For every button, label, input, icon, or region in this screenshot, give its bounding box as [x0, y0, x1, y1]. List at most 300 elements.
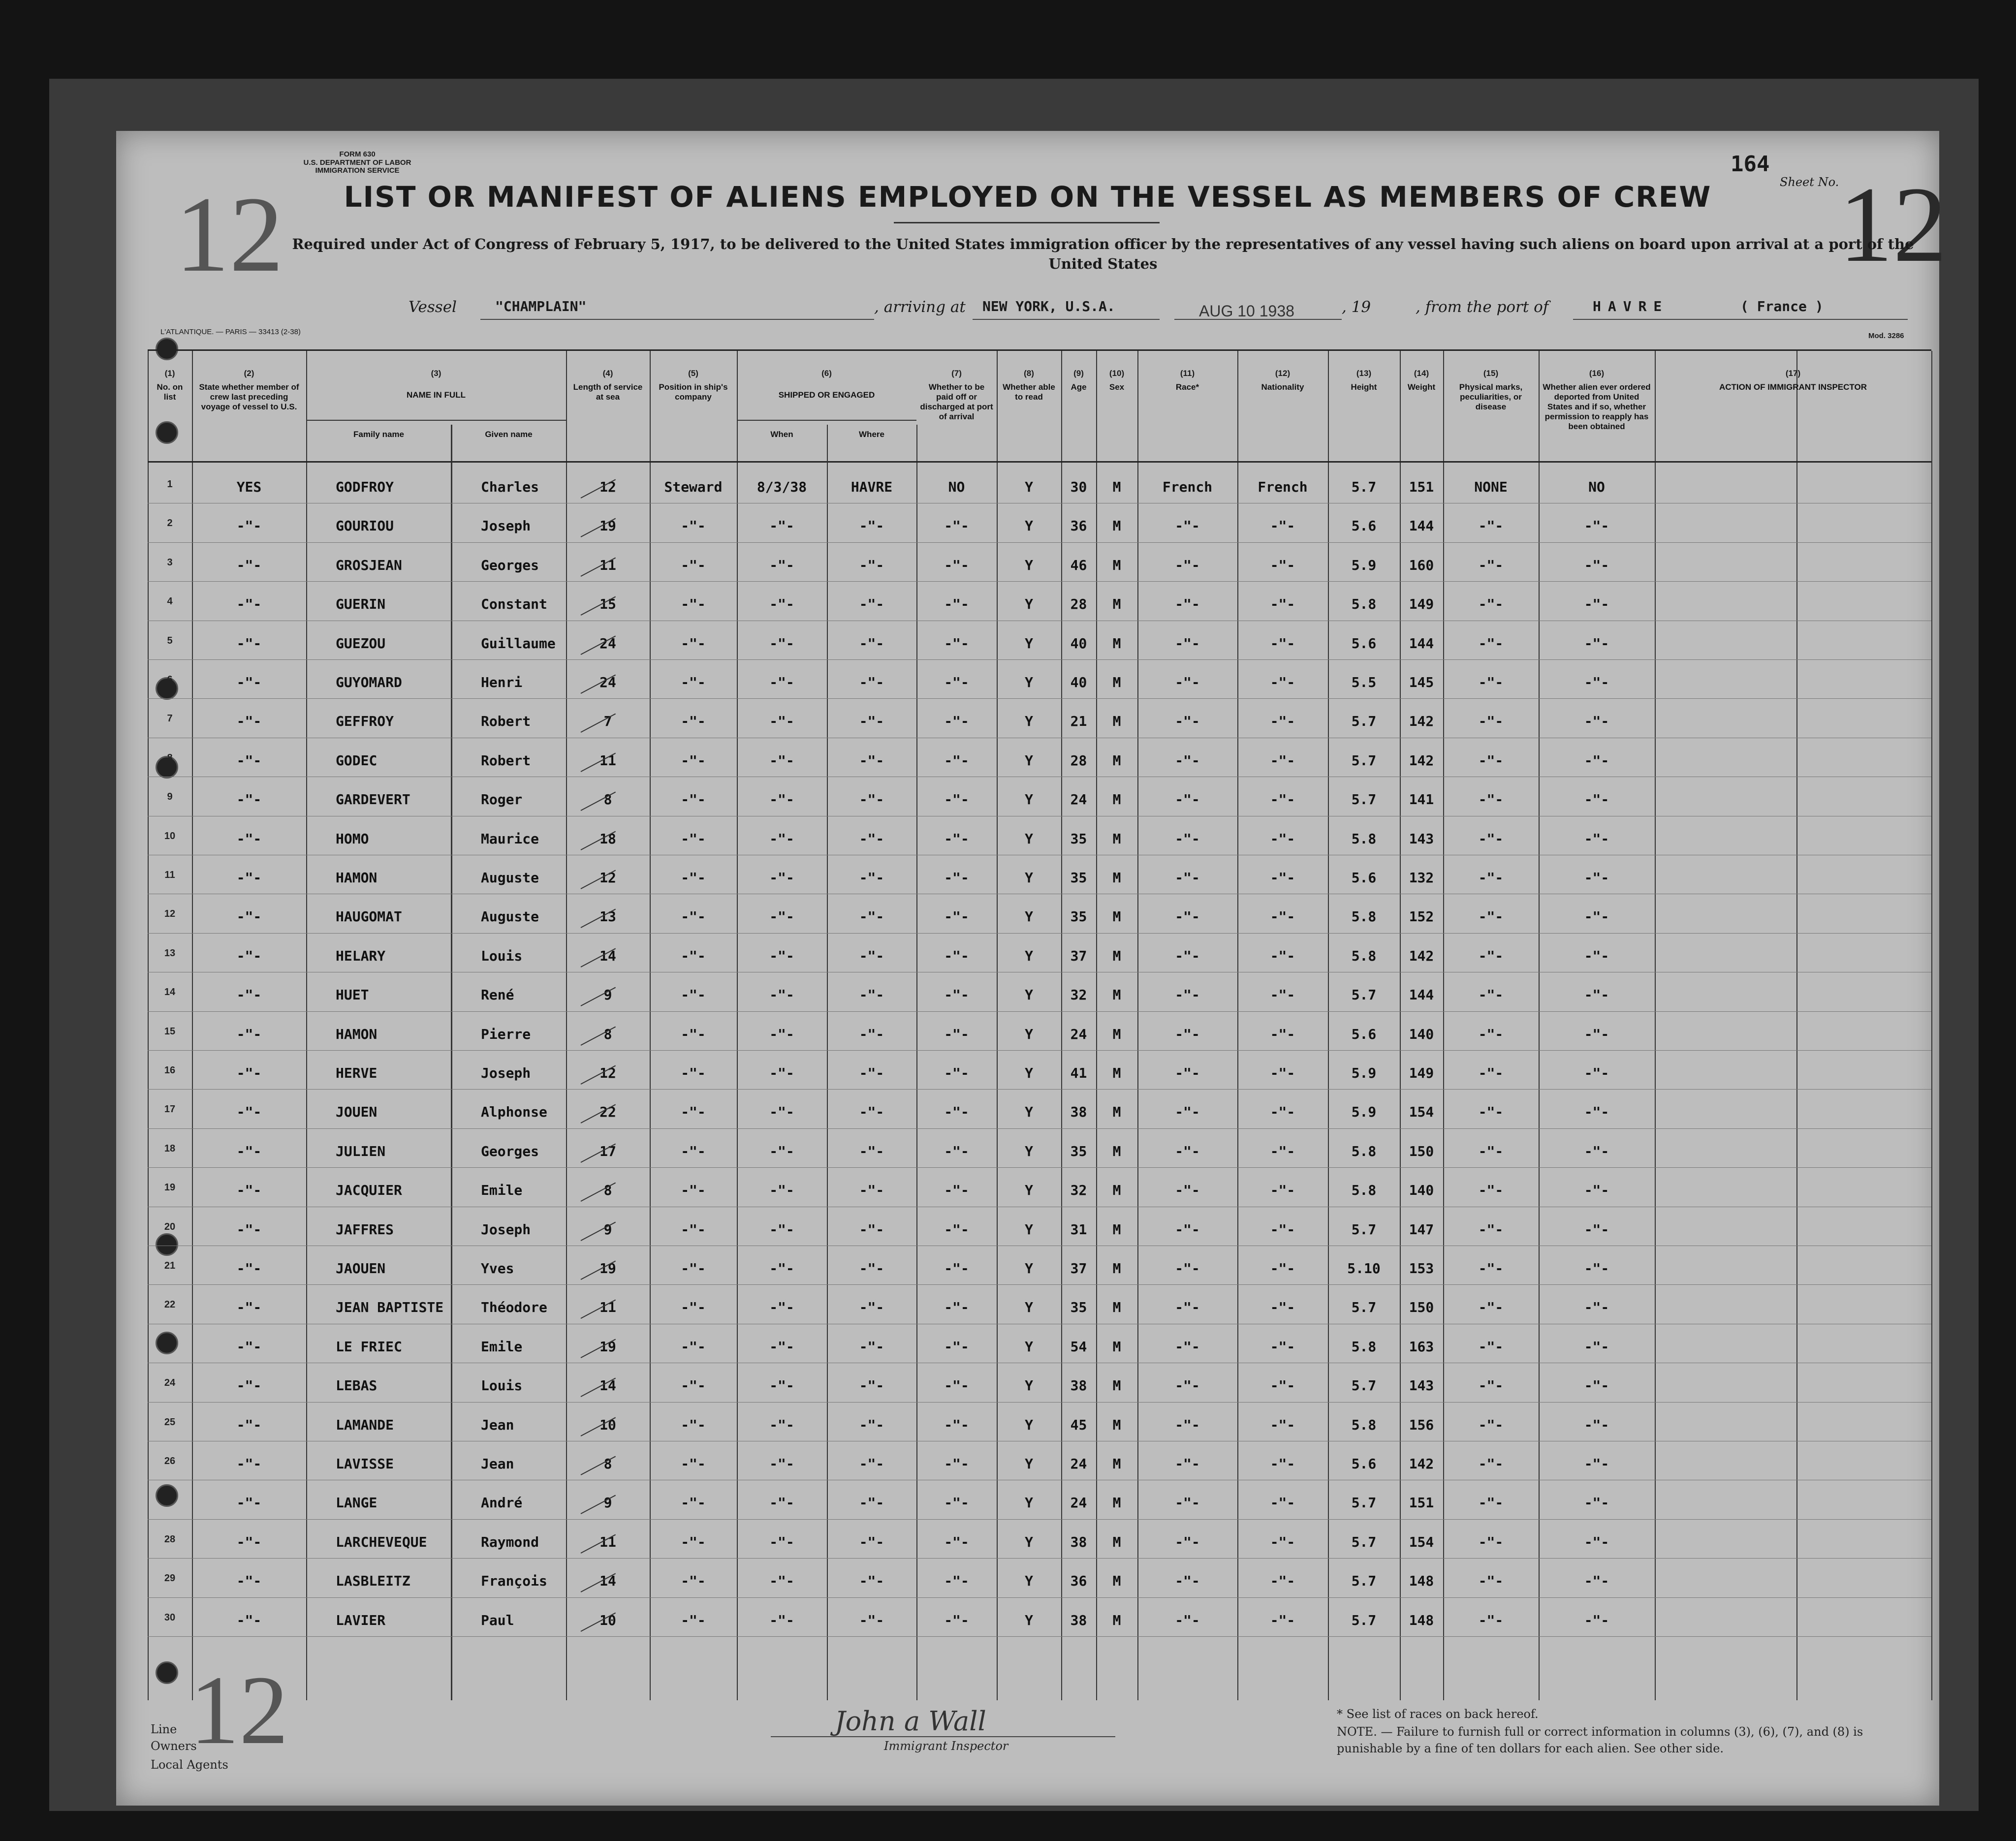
cell-when: -"-: [769, 557, 794, 573]
cell-deported: -"-: [1584, 1221, 1609, 1238]
cell-weight: 149: [1409, 1065, 1434, 1081]
cell-when: -"-: [769, 1495, 794, 1511]
cell-service: 11: [599, 1533, 616, 1550]
cell-nat: -"-: [1270, 1416, 1295, 1433]
cell-read: Y: [1025, 1612, 1033, 1628]
group-rule: [306, 420, 566, 421]
column-number: (17): [1785, 369, 1801, 378]
vessel-line: [480, 319, 874, 320]
cell-prev: -"-: [236, 1104, 262, 1121]
cell-age: 24: [1070, 1495, 1087, 1511]
cell-sex: M: [1112, 518, 1121, 534]
cell-marks: -"-: [1478, 635, 1504, 652]
form-header: [293, 151, 421, 175]
cell-prev: YES: [236, 479, 262, 495]
cell-service: 15: [599, 596, 616, 613]
sheet-big-number-bottom: 12: [190, 1656, 288, 1765]
cell-height: 5.8: [1351, 1338, 1377, 1355]
cell-when: -"-: [769, 1533, 794, 1550]
cell-when: -"-: [769, 1104, 794, 1121]
cell-sex: M: [1112, 1377, 1121, 1394]
cell-position: -"-: [681, 1533, 706, 1550]
cell-when: -"-: [769, 947, 794, 964]
cell-prev: -"-: [236, 1495, 262, 1511]
cell-sex: M: [1112, 1104, 1121, 1121]
cell-read: Y: [1025, 870, 1033, 886]
cell-family: GOURIOU: [336, 518, 394, 534]
cell-weight: 160: [1409, 557, 1434, 573]
cell-when: -"-: [769, 830, 794, 847]
cell-when: -"-: [769, 713, 794, 730]
table-row: [148, 663, 1931, 702]
cell-deported: -"-: [1584, 1338, 1609, 1355]
cell-position: -"-: [681, 518, 706, 534]
cell-deported: -"-: [1584, 596, 1609, 613]
cell-nat: -"-: [1270, 713, 1295, 730]
cell-paid: -"-: [944, 830, 969, 847]
cell-height: 5.6: [1351, 870, 1377, 886]
table-row: [148, 585, 1931, 624]
cell-read: Y: [1025, 908, 1033, 925]
cell-sex: M: [1112, 1260, 1121, 1277]
cell-age: 36: [1070, 518, 1087, 534]
cell-where: -"-: [859, 947, 884, 964]
printer-line: L'ATLANTIQUE. — PARIS — 33413 (2-38): [160, 328, 301, 336]
cell-no: 17: [164, 1104, 176, 1115]
cell-weight: 132: [1409, 870, 1434, 886]
cell-no: 22: [164, 1299, 176, 1311]
cell-weight: 142: [1409, 1456, 1434, 1472]
column-number: (3): [431, 369, 441, 378]
cell-weight: 145: [1409, 674, 1434, 690]
cell-race: -"-: [1175, 1065, 1200, 1081]
cell-race: -"-: [1175, 635, 1200, 652]
port-line: [1573, 319, 1908, 320]
cell-no: 29: [164, 1573, 176, 1584]
cell-height: 5.9: [1351, 1104, 1377, 1121]
line-label: Line: [151, 1722, 177, 1736]
cell-paid: -"-: [944, 1456, 969, 1472]
column-header: SHIPPED OR ENGAGED: [778, 390, 875, 400]
cell-sex: M: [1112, 1338, 1121, 1355]
mod-number: Mod. 3286: [1868, 332, 1904, 340]
cell-nat: -"-: [1270, 518, 1295, 534]
cell-deported: -"-: [1584, 635, 1609, 652]
cell-read: Y: [1025, 713, 1033, 730]
cell-height: 5.8: [1351, 830, 1377, 847]
cell-prev: -"-: [236, 1533, 262, 1550]
cell-paid: NO: [948, 479, 965, 495]
cell-no: 2: [167, 518, 173, 529]
cell-paid: -"-: [944, 1104, 969, 1121]
column-number: (2): [244, 369, 254, 378]
cell-paid: -"-: [944, 1221, 969, 1238]
cell-no: 16: [164, 1065, 176, 1076]
departure-country: ( France ): [1740, 298, 1824, 314]
cell-age: 35: [1070, 830, 1087, 847]
cell-service: 14: [599, 1377, 616, 1394]
cell-family: HAUGOMAT: [336, 908, 402, 925]
cell-marks: -"-: [1478, 596, 1504, 613]
cell-family: LAVISSE: [336, 1456, 394, 1472]
cell-service: 17: [599, 1143, 616, 1159]
table-row: [148, 976, 1931, 1015]
table-row: [148, 468, 1931, 507]
cell-height: 5.7: [1351, 987, 1377, 1003]
cell-height: 5.7: [1351, 713, 1377, 730]
cell-height: 5.7: [1351, 1533, 1377, 1550]
cell-age: 21: [1070, 713, 1087, 730]
cell-prev: -"-: [236, 1143, 262, 1159]
header-rule: [148, 461, 1931, 463]
cell-position: -"-: [681, 557, 706, 573]
cell-when: -"-: [769, 518, 794, 534]
cell-no: 27: [164, 1495, 176, 1506]
cell-service: 12: [599, 870, 616, 886]
cell-service: 14: [599, 947, 616, 964]
cell-when: -"-: [769, 1338, 794, 1355]
cell-no: 18: [164, 1143, 176, 1154]
cell-nat: -"-: [1270, 947, 1295, 964]
cell-family: JULIEN: [336, 1143, 386, 1159]
cell-age: 32: [1070, 1182, 1087, 1199]
column-number: (6): [821, 369, 832, 378]
cell-weight: 149: [1409, 596, 1434, 613]
cell-position: -"-: [681, 713, 706, 730]
cell-no: 12: [164, 908, 176, 920]
column-number: (4): [602, 369, 613, 378]
cell-sex: M: [1112, 596, 1121, 613]
cell-age: 40: [1070, 674, 1087, 690]
cell-given: Alphonse: [481, 1104, 547, 1121]
cell-read: Y: [1025, 1338, 1033, 1355]
cell-race: -"-: [1175, 1260, 1200, 1277]
cell-weight: 142: [1409, 752, 1434, 769]
cell-race: -"-: [1175, 1456, 1200, 1472]
cell-service: 19: [599, 1338, 616, 1355]
cell-deported: -"-: [1584, 1416, 1609, 1433]
cell-position: -"-: [681, 674, 706, 690]
cell-where: -"-: [859, 1104, 884, 1121]
cell-deported: -"-: [1584, 947, 1609, 964]
cell-nat: -"-: [1270, 1260, 1295, 1277]
cell-deported: -"-: [1584, 518, 1609, 534]
column-subheader: When: [770, 430, 793, 439]
column-number: (13): [1356, 369, 1372, 378]
cell-given: François: [481, 1573, 547, 1590]
cell-position: -"-: [681, 870, 706, 886]
department: U.S. DEPARTMENT OF LABOR: [303, 158, 411, 167]
table-row: [148, 898, 1931, 936]
column-number: (11): [1180, 369, 1195, 378]
cell-where: -"-: [859, 1612, 884, 1628]
table-row: [148, 859, 1931, 898]
cell-prev: -"-: [236, 947, 262, 964]
column-header: No. on list: [157, 382, 183, 402]
cell-marks: -"-: [1478, 713, 1504, 730]
cell-age: 38: [1070, 1377, 1087, 1394]
cell-family: HERVE: [336, 1065, 378, 1081]
cell-race: -"-: [1175, 518, 1200, 534]
cell-given: Paul: [481, 1612, 514, 1628]
cell-when: -"-: [769, 1182, 794, 1199]
cell-deported: -"-: [1584, 1260, 1609, 1277]
cell-prev: -"-: [236, 1416, 262, 1433]
cell-where: -"-: [859, 752, 884, 769]
cell-deported: -"-: [1584, 830, 1609, 847]
cell-paid: -"-: [944, 1065, 969, 1081]
table-row: [148, 937, 1931, 976]
cell-nat: -"-: [1270, 1221, 1295, 1238]
page-number: 164: [1731, 152, 1770, 177]
cell-prev: -"-: [236, 1065, 262, 1081]
table-row: [148, 1406, 1931, 1445]
cell-read: Y: [1025, 1416, 1033, 1433]
cell-service: 7: [603, 713, 612, 730]
cell-family: LASBLEITZ: [336, 1573, 410, 1590]
cell-paid: -"-: [944, 1182, 969, 1199]
cell-given: Raymond: [481, 1533, 539, 1550]
cell-marks: -"-: [1478, 791, 1504, 808]
cell-paid: -"-: [944, 1026, 969, 1042]
cell-read: Y: [1025, 1065, 1033, 1081]
table-row: [148, 1484, 1931, 1523]
cell-where: -"-: [859, 1338, 884, 1355]
cell-sex: M: [1112, 947, 1121, 964]
cell-age: 28: [1070, 596, 1087, 613]
cell-height: 5.8: [1351, 1182, 1377, 1199]
signature-line: [771, 1736, 1115, 1737]
cell-read: Y: [1025, 1299, 1033, 1316]
cell-family: HAMON: [336, 1026, 378, 1042]
cell-nat: -"-: [1270, 1495, 1295, 1511]
cell-deported: -"-: [1584, 1533, 1609, 1550]
cell-height: 5.7: [1351, 752, 1377, 769]
cell-sex: M: [1112, 830, 1121, 847]
cell-age: 36: [1070, 1573, 1087, 1590]
cell-no: 4: [167, 596, 173, 607]
cell-position: -"-: [681, 1104, 706, 1121]
cell-race: -"-: [1175, 1299, 1200, 1316]
cell-no: 30: [164, 1612, 176, 1623]
cell-family: GEFFROY: [336, 713, 394, 730]
cell-prev: -"-: [236, 557, 262, 573]
cell-marks: -"-: [1478, 1104, 1504, 1121]
column-header: NAME IN FULL: [407, 390, 466, 400]
cell-given: Roger: [481, 791, 523, 808]
cell-no: 3: [167, 557, 173, 568]
cell-where: -"-: [859, 1182, 884, 1199]
cell-read: Y: [1025, 830, 1033, 847]
column-subheader: Given name: [485, 430, 533, 439]
cell-marks: -"-: [1478, 1338, 1504, 1355]
cell-sex: M: [1112, 791, 1121, 808]
cell-position: -"-: [681, 830, 706, 847]
cell-age: 37: [1070, 1260, 1087, 1277]
cell-marks: -"-: [1478, 1182, 1504, 1199]
cell-where: -"-: [859, 1495, 884, 1511]
cell-when: -"-: [769, 674, 794, 690]
cell-where: -"-: [859, 596, 884, 613]
cell-age: 35: [1070, 908, 1087, 925]
cell-nat: -"-: [1270, 1065, 1295, 1081]
cell-where: -"-: [859, 713, 884, 730]
cell-nat: -"-: [1270, 674, 1295, 690]
cell-marks: -"-: [1478, 752, 1504, 769]
cell-read: Y: [1025, 1533, 1033, 1550]
cell-family: GARDEVERT: [336, 791, 410, 808]
cell-marks: -"-: [1478, 1260, 1504, 1277]
cell-marks: -"-: [1478, 557, 1504, 573]
column-header: Race*: [1175, 382, 1199, 392]
cell-when: -"-: [769, 1612, 794, 1628]
cell-age: 38: [1070, 1104, 1087, 1121]
cell-age: 35: [1070, 1299, 1087, 1316]
cell-prev: -"-: [236, 870, 262, 886]
column-subheader: Family name: [353, 430, 404, 439]
cell-family: GUERIN: [336, 596, 386, 613]
arrival-port: NEW YORK, U.S.A.: [982, 298, 1115, 314]
cell-weight: 142: [1409, 947, 1434, 964]
cell-deported: -"-: [1584, 791, 1609, 808]
cell-given: Louis: [481, 947, 523, 964]
cell-nat: -"-: [1270, 870, 1295, 886]
cell-family: HUET: [336, 987, 369, 1003]
cell-where: -"-: [859, 1260, 884, 1277]
cell-weight: 150: [1409, 1299, 1434, 1316]
sheet-number: 12: [1839, 164, 1947, 284]
cell-service: 10: [599, 1416, 616, 1433]
cell-where: -"-: [859, 557, 884, 573]
cell-paid: -"-: [944, 947, 969, 964]
table-row: [148, 742, 1931, 780]
cell-height: 5.8: [1351, 908, 1377, 925]
cell-given: Joseph: [481, 1065, 531, 1081]
cell-paid: -"-: [944, 987, 969, 1003]
cell-when: 8/3/38: [756, 479, 807, 495]
cell-service: 12: [599, 1065, 616, 1081]
cell-given: Auguste: [481, 870, 539, 886]
table-row: [148, 624, 1931, 663]
cell-race: -"-: [1175, 752, 1200, 769]
cell-when: -"-: [769, 1065, 794, 1081]
cell-deported: -"-: [1584, 674, 1609, 690]
cell-given: Emile: [481, 1182, 523, 1199]
cell-sex: M: [1112, 557, 1121, 573]
cell-when: -"-: [769, 1260, 794, 1277]
cell-service: 24: [599, 635, 616, 652]
penalty-note: NOTE. — Failure to furnish full or correct information in columns (3), (6), (7), and (8) is punishable by a fine of ten dollars for each alien. See other side.: [1337, 1725, 1863, 1755]
cell-position: -"-: [681, 1065, 706, 1081]
cell-position: -"-: [681, 987, 706, 1003]
cell-race: -"-: [1175, 713, 1200, 730]
cell-given: Yves: [481, 1260, 514, 1277]
cell-position: -"-: [681, 908, 706, 925]
cell-prev: -"-: [236, 1299, 262, 1316]
cell-prev: -"-: [236, 1612, 262, 1628]
cell-sex: M: [1112, 1299, 1121, 1316]
cell-where: -"-: [859, 1065, 884, 1081]
cell-when: -"-: [769, 1456, 794, 1472]
form-number: FORM 630: [339, 150, 376, 158]
cell-weight: 151: [1409, 1495, 1434, 1511]
cell-paid: -"-: [944, 791, 969, 808]
column-rule: [1931, 351, 1932, 1700]
cell-weight: 156: [1409, 1416, 1434, 1433]
cell-weight: 163: [1409, 1338, 1434, 1355]
cell-marks: -"-: [1478, 1221, 1504, 1238]
column-number: (16): [1589, 369, 1605, 378]
cell-deported: -"-: [1584, 1143, 1609, 1159]
cell-service: 11: [599, 1299, 616, 1316]
cell-given: Emile: [481, 1338, 523, 1355]
cell-where: -"-: [859, 1299, 884, 1316]
cell-given: Jean: [481, 1456, 514, 1472]
cell-race: -"-: [1175, 1026, 1200, 1042]
cell-nat: -"-: [1270, 557, 1295, 573]
cell-weight: 141: [1409, 791, 1434, 808]
document-title: LIST OR MANIFEST OF ALIENS EMPLOYED ON THE VESSEL AS MEMBERS OF CREW: [344, 180, 1712, 214]
cell-read: Y: [1025, 947, 1033, 964]
arriving-label: , arriving at: [874, 298, 966, 316]
cell-family: GODEC: [336, 752, 378, 769]
cell-weight: 152: [1409, 908, 1434, 925]
cell-paid: -"-: [944, 518, 969, 534]
cell-service: 8: [603, 791, 612, 808]
cell-where: -"-: [859, 1143, 884, 1159]
cell-prev: -"-: [236, 674, 262, 690]
cell-age: 38: [1070, 1533, 1087, 1550]
cell-read: Y: [1025, 752, 1033, 769]
cell-race: -"-: [1175, 830, 1200, 847]
cell-no: 6: [167, 674, 173, 685]
cell-race: -"-: [1175, 870, 1200, 886]
cell-paid: -"-: [944, 557, 969, 573]
column-number: (7): [951, 369, 962, 378]
cell-when: -"-: [769, 1299, 794, 1316]
cell-paid: -"-: [944, 1143, 969, 1159]
cell-family: GUYOMARD: [336, 674, 402, 690]
cell-prev: -"-: [236, 1182, 262, 1199]
cell-service: 22: [599, 1104, 616, 1121]
cell-age: 31: [1070, 1221, 1087, 1238]
cell-family: JEAN BAPTISTE: [336, 1299, 444, 1316]
cell-position: -"-: [681, 1456, 706, 1472]
cell-sex: M: [1112, 1065, 1121, 1081]
column-header: Whether to be paid off or discharged at port of arrival: [920, 382, 993, 421]
cell-family: HAMON: [336, 870, 378, 886]
cell-no: 25: [164, 1416, 176, 1428]
cell-height: 5.6: [1351, 518, 1377, 534]
table-row: [148, 1367, 1931, 1405]
table-row: [148, 1249, 1931, 1288]
cell-marks: -"-: [1478, 1495, 1504, 1511]
column-number: (5): [688, 369, 698, 378]
cell-prev: -"-: [236, 635, 262, 652]
cell-prev: -"-: [236, 713, 262, 730]
cell-read: Y: [1025, 1143, 1033, 1159]
cell-weight: 154: [1409, 1533, 1434, 1550]
cell-position: -"-: [681, 1221, 706, 1238]
table-row: [148, 546, 1931, 585]
cell-read: Y: [1025, 1182, 1033, 1199]
cell-height: 5.8: [1351, 1143, 1377, 1159]
cell-prev: -"-: [236, 830, 262, 847]
cell-sex: M: [1112, 1221, 1121, 1238]
cell-when: -"-: [769, 791, 794, 808]
cell-position: -"-: [681, 1338, 706, 1355]
cell-nat: -"-: [1270, 752, 1295, 769]
